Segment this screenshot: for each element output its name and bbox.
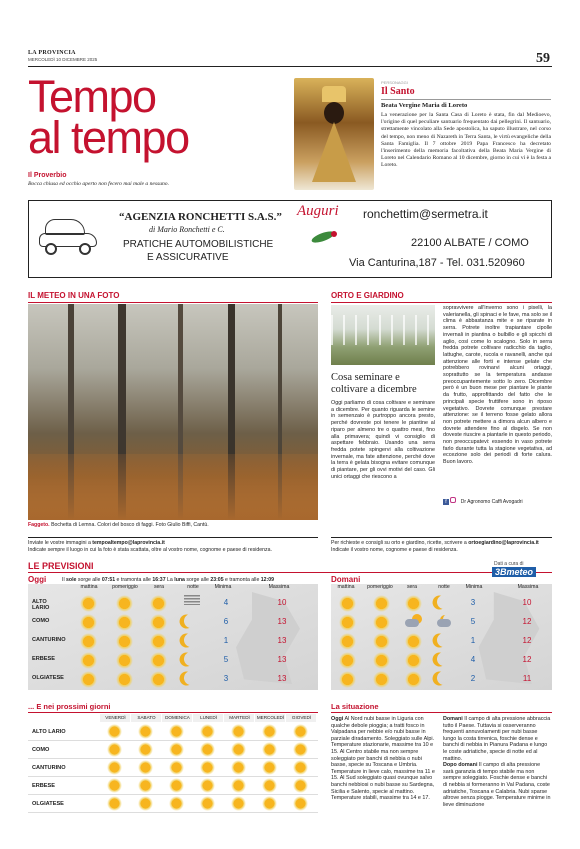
sun-icon (405, 595, 422, 612)
sun-icon (339, 614, 356, 631)
sun-icon (150, 614, 167, 631)
ad-service1: PRATICHE AUTOMOBILISTICHE (123, 239, 274, 250)
santo-kicker: PERSONAGGI (381, 80, 408, 85)
sun-icon (262, 796, 277, 811)
sun-icon (116, 614, 133, 631)
sun-icon (231, 760, 246, 775)
orto-title: Cosa seminare e coltivare a dicembre (331, 372, 417, 395)
row-divider (28, 776, 318, 777)
sun-icon (339, 595, 356, 612)
orto-heading: ORTO E GIARDINO (331, 291, 404, 300)
sun-icon (116, 671, 133, 688)
situazione-oggi: Oggi Al Nord nubi basse in Liguria con qualche debole pioggia; a tratti fosco in Valpadana per nebbie e/o nubi basse in parziale diradamento. Soleggiato sulle Alpi. Temperature stazionarie, massime tra 10 e 15. Al Centro stabile ma non sempre soleggiato per banchi di nebbia o nubi basse, specie su Toscana e Umbria. Temperature in lieve calo, massime tra 11 e 15. Al Sud soleggiato quasi ovunque salvo banchi nebbiosi o nubi basse su Sardegna, Sicilia e Salento, specie al mattino. Temperature stabili, massime tra 14 e 17. (331, 716, 435, 802)
sun-icon (200, 742, 215, 757)
proverbio-heading: Il Proverbio (28, 172, 67, 179)
city-label: ALTO LARIO (32, 599, 50, 611)
min-temp: 6 (223, 617, 229, 626)
orto-rule (331, 302, 552, 303)
column-header: Minima (465, 584, 483, 590)
min-temp: 1 (470, 636, 476, 645)
column-header: Massima (268, 584, 290, 590)
sun-icon (293, 778, 308, 793)
column-header: mattina (80, 584, 98, 590)
sun-icon (169, 796, 184, 811)
car-illustration (39, 215, 101, 259)
sun-icon (339, 633, 356, 650)
proverbio-text: Bocca chiusa ed occhio aperto non fecero mai male a nessuno. (28, 181, 170, 187)
sun-icon (138, 724, 153, 739)
city-label: ERBESE (32, 783, 56, 789)
column-header: Massima (517, 584, 539, 590)
sun-icon (107, 760, 122, 775)
sun-icon (373, 652, 390, 669)
greenhouse-photo (331, 305, 435, 365)
sun-icon (80, 614, 97, 631)
santo-rule (381, 99, 551, 100)
photo-send-note: Indicate sempre il luogo in cui la foto è stata scattata, oltre al vostro nome, cognome e paese di residenza. (28, 547, 272, 553)
day-header: LUNEDÌ (200, 715, 217, 720)
facebook-icon[interactable]: f (443, 499, 449, 505)
sun-icon (293, 760, 308, 775)
city-label: COMO (32, 618, 50, 624)
column-header: notte (438, 584, 450, 590)
sun-icon (169, 742, 184, 757)
sun-icon (405, 652, 422, 669)
max-temp: 12 (522, 617, 532, 626)
column-header: notte (187, 584, 199, 590)
header-rule (28, 66, 552, 67)
sun-icon (80, 633, 97, 650)
city-label: ALTO LARIO (32, 729, 66, 735)
publication-name: LA PROVINCIA (28, 50, 76, 56)
max-temp: 13 (277, 674, 287, 683)
city-label: ERBESE (32, 656, 56, 662)
prossimi-heading: ... E nei prossimi giorni (28, 702, 111, 711)
sun-icon (138, 796, 153, 811)
column-header: mattina (337, 584, 355, 590)
sun-icon (138, 760, 153, 775)
ad-service2: E ASSICURATIVE (147, 252, 229, 263)
orto-bottom-rule (331, 537, 552, 538)
column-header: sera (406, 584, 418, 590)
page-title: Tempo al tempo (28, 71, 189, 163)
ad-company: “AGENZIA RONCHETTI S.A.S.” (119, 211, 282, 223)
sun-icon (262, 760, 277, 775)
city-label: COMO (32, 747, 50, 753)
orto-send-info: Per richieste e consigli su orto e giardino, ricette, scrivere a ortoegiardino@laprovincia.it (331, 540, 539, 546)
column-header: pomeriggio (367, 584, 393, 590)
sun-icon (200, 760, 215, 775)
city-label: CANTURINO (32, 637, 66, 643)
sun-icon (293, 742, 308, 757)
sun-icon (373, 671, 390, 688)
sun-icon (150, 633, 167, 650)
sun-icon (150, 671, 167, 688)
min-temp: 4 (470, 655, 476, 664)
max-temp: 12 (522, 636, 532, 645)
orto-text-col2: sopravvivere all'inverno sono i piselli, la valerianella, gli spinaci e le fave, ma solo se il clima è abbastanza mite e se riparate in serra. Potrete inoltre trapiantare cipolle invernali in piantina o bulbillo e gli spicchi di aglio, così come lo scalogno. Solo in serra fredda potrete coltivare radicchio da taglio, lattughe, carote, rucola e ravanelli, anche qui attenzione alle forti e intense gelate che potrebbero rovinarvi alcuni ortaggi, soprattutto se la temperatura andasse preoccupantemente sotto lo zero. Dicembre però è un buon mese per piantare le piante da frutto, approfittando del fatto che le principali specie fruttifere sono in riposo vegetativo. Dovrete comunque prestare attenzione: se il terreno fosse gelato allora non potrete mettere a dimora alcun albero e dovrete attendere fino al disgelo. Se non doveste riuscire a piantarle in questo periodo, non preoccupatevi: essendo in vaso potrete farlo durante tutta la stagione vegetativa, ad eccezione solo dei periodi di forte calura. Buon lavoro. (443, 305, 552, 466)
sun-icon (339, 671, 356, 688)
day-header: VENERDÌ (105, 715, 126, 720)
sun-icon (138, 742, 153, 757)
issue-date: MERCOLEDÌ 10 DICEMBRE 2025 (28, 57, 98, 62)
sun-icon (200, 724, 215, 739)
oggi-label: Oggi (28, 575, 47, 584)
column-header: pomeriggio (112, 584, 138, 590)
sun-icon (373, 614, 390, 631)
sun-icon (231, 724, 246, 739)
city-label: OLGIATESE (32, 801, 64, 807)
instagram-icon[interactable] (450, 497, 456, 503)
min-temp: 5 (223, 655, 229, 664)
meteo-foto-heading: IL METEO IN UNA FOTO (28, 291, 120, 300)
sun-icon (150, 595, 167, 612)
sun-icon (169, 778, 184, 793)
situazione-heading: La situazione (331, 702, 379, 711)
day-header: SABATO (137, 715, 156, 720)
min-temp: 1 (223, 636, 229, 645)
sun-icon (262, 742, 277, 757)
situazione-rule (331, 712, 552, 713)
max-temp: 11 (522, 674, 532, 683)
city-label: CANTURINO (32, 765, 66, 771)
ad-address: Via Canturina,187 - Tel. 031.520960 (349, 257, 525, 269)
page-number: 59 (536, 51, 550, 66)
sun-icon (262, 724, 277, 739)
3bmeteo-logo: 3Bmeteo (492, 567, 536, 577)
sun-icon (116, 595, 133, 612)
meteo-foto-bottom-rule (28, 537, 318, 538)
sun-moon-info: Il sole sorge alle 07:51 e tramonta alle 16:37 La luna sorge alle 23:05 e tramonta alle 12:09 (62, 577, 275, 583)
sun-icon (293, 796, 308, 811)
column-header: Minima (214, 584, 232, 590)
sun-icon (405, 633, 422, 650)
min-temp: 5 (470, 617, 476, 626)
previsioni-heading: LE PREVISIONI (28, 561, 94, 571)
max-temp: 10 (277, 598, 287, 607)
sun-icon (231, 778, 246, 793)
column-header: sera (153, 584, 165, 590)
orto-signature: f Dr Agronomo Caffi Avogadri (443, 497, 523, 505)
sun-icon (373, 595, 390, 612)
ad-email[interactable]: ronchettim@sermetra.it (363, 207, 488, 221)
day-header: DOMENICA (165, 715, 190, 720)
sun-icon (107, 778, 122, 793)
day-header: GIOVEDÌ (291, 715, 312, 720)
forest-photo (28, 304, 318, 520)
sun-icon (262, 778, 277, 793)
orto-text-col1: Oggi parliamo di cosa coltivare e seminare a dicembre. Per quanto riguarda le semine in semenzaio è purtroppo ancora presto, perché dovreste poi tenere le piantine al riparo per almeno tre o quattro mesi, fino alla primavera; quindi vi consiglio di aspettare febbraio. Usando una serra fredda potete spingervi alla coltivazione invernale, ma fate attenzione, perché dove la terra è gelata bisogna evitare comunque di piantare, per gli ovvi motivi del caso. Gli unici ortaggi che riescono a (331, 400, 435, 480)
domani-label: Domani (331, 575, 361, 584)
sun-icon (200, 796, 215, 811)
sun-icon (293, 724, 308, 739)
sun-icon (107, 742, 122, 757)
sun-icon (80, 671, 97, 688)
partly-cloudy-icon (405, 614, 423, 628)
agency-advertisement (28, 200, 552, 278)
sun-icon (80, 595, 97, 612)
max-temp: 10 (522, 598, 532, 607)
sun-icon (169, 760, 184, 775)
max-temp: 12 (522, 655, 532, 664)
sun-icon (116, 652, 133, 669)
min-temp: 3 (470, 598, 476, 607)
fog-icon (184, 595, 200, 605)
max-temp: 13 (277, 617, 287, 626)
previsioni-rule (28, 572, 552, 573)
santo-text: La venerazione per la Santa Casa di Loreto è stata, fin dal Medioevo, l'origine di quel peculiare santuario frequentato dai pellegrini. Il santuario, strettamente vincolato alla Sede apostolica, ha saputo illustrare, nel corso del tempo, non meno di Nazareth in Terra Santa, le virtù evangeliche della Santa Famiglia. Il 7 ottobre 2019 Papa Francesco ha decretato l'inserimento della memoria facoltativa della Beata Maria Vergine di Loreto nel Calendario Romano al 10 dicembre, giorno in cui vi è la festa a Loreto. (381, 112, 551, 169)
sun-icon (169, 724, 184, 739)
sun-icon (150, 652, 167, 669)
row-divider (28, 812, 318, 813)
situazione-domani: Domani Il campo di alta pressione abbraccia tutto il Paese. Tuttavia si osserveranno frequenti annuvolamenti per nubi basse lungo la costa tirrenica, foschie dense e banchi di nebbia in Pianura Padana e lungo le coste adriatiche, specie di notte ed al mattino. Dopo domani Il campo di alta pressione sarà garanzia di tempo stabile ma non sempre soleggiato. Foschie dense e banchi di nebbia si formeranno in Val Padana, coste adriatiche, Toscana e Calabria. Nubi sparse altrove senza piogge. Temperature minime in lieve diminuzione (443, 716, 551, 808)
santo-name: Beata Vergine Maria di Loreto (381, 102, 468, 109)
row-divider (28, 740, 318, 741)
sun-icon (107, 796, 122, 811)
dati-a-cura: Dati a cura di (494, 561, 524, 567)
sun-icon (107, 724, 122, 739)
day-header: MERCOLEDÌ (256, 715, 285, 720)
ad-auguri: Auguri (297, 203, 339, 219)
sun-icon (231, 796, 246, 811)
sun-icon (231, 742, 246, 757)
cloudy-night-icon (437, 614, 455, 628)
ad-city: 22100 ALBATE / COMO (411, 237, 529, 249)
orto-send-note: Indicate il vostro nome, cognome e paese di residenza. (331, 547, 458, 553)
santo-heading: Il Santo (381, 86, 415, 97)
sun-icon (116, 633, 133, 650)
sun-icon (138, 778, 153, 793)
ad-owner: di Mario Ronchetti e C. (149, 225, 225, 234)
holly-icon (291, 209, 371, 249)
photo-send-info: Inviate le vostre immagini a tempoaltempo@laprovincia.it (28, 540, 165, 546)
day-header: MARTEDÌ (229, 715, 250, 720)
max-temp: 13 (277, 636, 287, 645)
sun-icon (200, 778, 215, 793)
min-temp: 4 (223, 598, 229, 607)
max-temp: 13 (277, 655, 287, 664)
row-divider (28, 758, 318, 759)
photo-caption: Faggeto. Bochetta di Lemna. Colori del bosco di faggi. Foto Giulio Biffi, Cantù. (28, 522, 209, 528)
meteo-foto-rule (28, 302, 318, 303)
sun-icon (80, 652, 97, 669)
prossimi-rule (28, 712, 318, 713)
sun-icon (373, 633, 390, 650)
min-temp: 3 (223, 674, 229, 683)
row-divider (28, 794, 318, 795)
madonna-image (294, 78, 374, 190)
sun-icon (405, 671, 422, 688)
min-temp: 2 (470, 674, 476, 683)
city-label: OLGIATESE (32, 675, 64, 681)
sun-icon (339, 652, 356, 669)
